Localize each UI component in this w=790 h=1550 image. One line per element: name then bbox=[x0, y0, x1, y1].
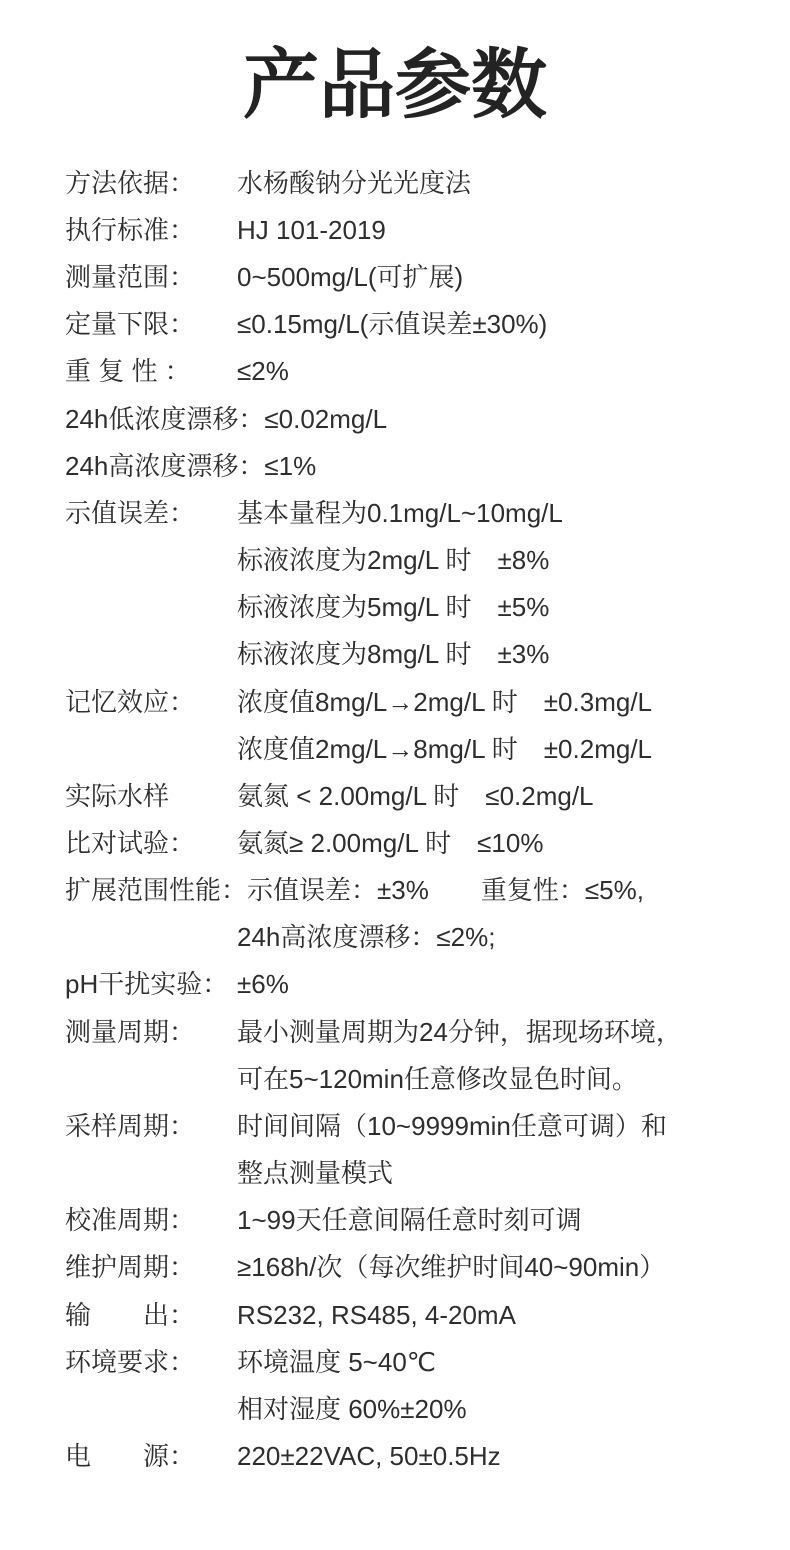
spec-row bbox=[65, 969, 754, 999]
spec-value: ≤1% bbox=[264, 450, 317, 481]
spec-value: 标液浓度为8mg/L 时 ±3% bbox=[237, 639, 550, 670]
spec-row bbox=[65, 1347, 754, 1377]
page-title: 产品参数 bbox=[243, 43, 547, 128]
spec-label: 24h低浓度漂移： bbox=[65, 403, 265, 434]
spec-value: RS232, RS485, 4-20mA bbox=[237, 1299, 516, 1330]
spec-label: 校准周期： bbox=[65, 1205, 196, 1236]
spec-value: ±6% bbox=[237, 969, 289, 1000]
spec-value: 24h高浓度漂移：≤2%; bbox=[237, 922, 496, 953]
spec-value: ≤0.02mg/L bbox=[264, 403, 388, 434]
spec-value: 1~99天任意间隔任意时刻可调 bbox=[237, 1205, 582, 1236]
spec-value: ≤2% bbox=[237, 356, 289, 387]
spec-row bbox=[65, 922, 754, 952]
spec-row bbox=[65, 1441, 754, 1471]
spec-label: 24h高浓度漂移： bbox=[65, 450, 265, 481]
spec-row bbox=[65, 1017, 754, 1047]
spec-label: 实际水样 bbox=[65, 780, 170, 811]
spec-value: ≤0.15mg/L(示值误差±30%) bbox=[237, 309, 548, 340]
spec-row bbox=[65, 828, 754, 858]
spec-label: 输 出： bbox=[65, 1299, 196, 1330]
spec-row bbox=[65, 1064, 754, 1094]
spec-row bbox=[65, 404, 754, 434]
spec-value: 浓度值2mg/L→8mg/L 时 ±0.2mg/L bbox=[237, 733, 652, 764]
spec-label: 电 源： bbox=[65, 1441, 196, 1472]
spec-label: pH干扰实验： bbox=[65, 969, 229, 1000]
spec-value: 相对湿度 60%±20% bbox=[237, 1393, 467, 1424]
spec-label: 环境要求： bbox=[65, 1346, 196, 1377]
spec-row bbox=[65, 498, 754, 528]
spec-label: 定量下限： bbox=[65, 309, 196, 340]
spec-row bbox=[65, 592, 754, 622]
spec-value: 水杨酸钠分光光度法 bbox=[237, 167, 472, 198]
spec-row bbox=[65, 356, 754, 386]
spec-value: 氨氮≥ 2.00mg/L 时 ≤10% bbox=[237, 827, 544, 858]
spec-value: 可在5~120min任意修改显色时间。 bbox=[237, 1063, 638, 1094]
spec-row bbox=[65, 1394, 754, 1424]
spec-row bbox=[65, 1111, 754, 1141]
spec-value: 0~500mg/L(可扩展) bbox=[237, 262, 464, 293]
spec-row bbox=[65, 1252, 754, 1282]
spec-label: 记忆效应： bbox=[65, 686, 196, 717]
spec-label: 采样周期： bbox=[65, 1110, 196, 1141]
spec-row bbox=[65, 309, 754, 339]
spec-value: 时间间隔（10~9999min任意可调）和 bbox=[237, 1110, 667, 1141]
spec-row bbox=[65, 451, 754, 481]
spec-row bbox=[65, 545, 754, 575]
spec-value: 标液浓度为5mg/L 时 ±5% bbox=[237, 592, 550, 623]
spec-label: 扩展范围性能： bbox=[65, 875, 248, 906]
spec-row bbox=[65, 1205, 754, 1235]
spec-label: 方法依据： bbox=[65, 167, 196, 198]
spec-value: 浓度值8mg/L→2mg/L 时 ±0.3mg/L bbox=[237, 686, 652, 717]
spec-row bbox=[65, 262, 754, 292]
spec-row bbox=[65, 734, 754, 764]
spec-label: 维护周期： bbox=[65, 1252, 196, 1283]
spec-value: 标液浓度为2mg/L 时 ±8% bbox=[237, 545, 550, 576]
spec-row bbox=[65, 1300, 754, 1330]
spec-label: 执行标准： bbox=[65, 214, 196, 245]
spec-value: 氨氮 < 2.00mg/L 时 ≤0.2mg/L bbox=[237, 780, 594, 811]
spec-value: 220±22VAC, 50±0.5Hz bbox=[237, 1441, 501, 1472]
spec-list bbox=[0, 168, 790, 1471]
spec-value: ≥168h/次（每次维护时间40~90min） bbox=[237, 1252, 666, 1283]
spec-row bbox=[65, 875, 754, 905]
spec-value: 整点测量模式 bbox=[237, 1158, 394, 1189]
spec-value: 示值误差：±3% 重复性：≤5%, bbox=[247, 875, 644, 906]
spec-value: HJ 101-2019 bbox=[237, 214, 386, 245]
spec-value: 环境温度 5~40℃ bbox=[237, 1346, 436, 1377]
spec-row bbox=[65, 1158, 754, 1188]
spec-row bbox=[65, 215, 754, 245]
spec-label: 测量周期： bbox=[65, 1016, 196, 1047]
spec-label: 比对试验： bbox=[65, 827, 196, 858]
spec-label: 测量范围： bbox=[65, 262, 196, 293]
spec-row bbox=[65, 639, 754, 669]
spec-value: 基本量程为0.1mg/L~10mg/L bbox=[237, 497, 563, 528]
spec-label: 示值误差： bbox=[65, 497, 196, 528]
spec-value: 最小测量周期为24分钟，据现场环境， bbox=[237, 1016, 682, 1047]
product-parameters-page bbox=[0, 43, 790, 1550]
spec-row bbox=[65, 781, 754, 811]
spec-label: 重 复 性 ： bbox=[65, 356, 191, 387]
spec-row bbox=[65, 687, 754, 717]
spec-row bbox=[65, 168, 754, 198]
